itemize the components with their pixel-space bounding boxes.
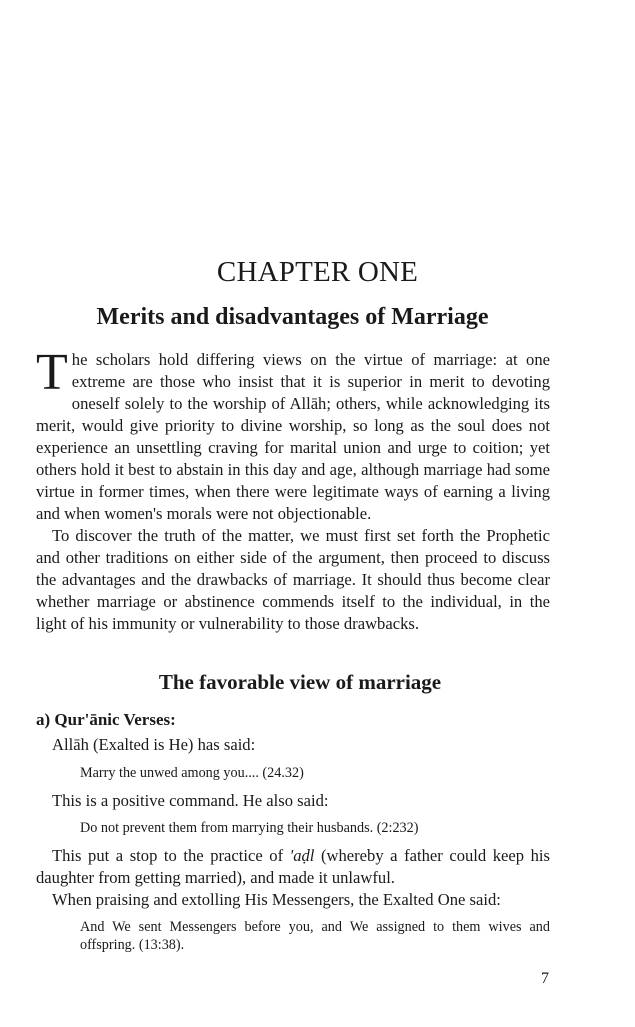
body-line-1: Allāh (Exalted is He) has said: (52, 735, 256, 754)
body-line-3-post: (whereby a father could keep his daughter from getting married), and made it unlawful. (36, 846, 550, 887)
quotation-2: Do not prevent them from marrying their husbands. (2:232) (80, 820, 419, 836)
body-line-2: This is a positive command. He also said: (52, 791, 329, 810)
drop-cap: T (36, 344, 68, 401)
page-number: 7 (541, 970, 549, 987)
section-title: The favorable view of marriage (158, 670, 442, 694)
arabic-term: 'aḍl (289, 846, 315, 865)
chapter-subtitle: Merits and disadvantages of Marriage (96, 304, 489, 330)
body-line-3-pre: This put a stop to the practice of (52, 846, 290, 865)
quotation-1: Marry the unwed among you.... (24.32) (80, 765, 304, 781)
intro-paragraph-1 (36, 344, 550, 525)
body-paragraph-3 (36, 845, 550, 889)
chapter-title: CHAPTER ONE (216, 256, 419, 288)
body-line-4: When praising and extolling His Messengers, the Exalted One said: (52, 890, 501, 909)
intro-paragraph-2: To discover the truth of the matter, we must first set forth the Prophetic and other traditions on either side of the argument, then proceed to discuss the advantages and the drawbacks of marriage. It should thus become clear whether marriage or abstinence commends itself to the individual, in the light of his immunity or vulnerability to those drawbacks. (36, 526, 550, 633)
quotation-3: And We sent Messengers before you, and We assigned to them wives and offspring. (13:38). (80, 919, 550, 953)
subsection-heading: a) Qur'ānic Verses: (36, 710, 176, 729)
intro-paragraph-1-text: he scholars hold differing views on the virtue of marriage: at one extreme are those who insist that it is superior in merit to devoting oneself solely to the worship of Allāh; others, while acknowledging its merit, would give priority to divine worship, so long as the soul does not experience an unsettling craving for marital union and urge to coition; yet others hold it best to abstain in this day and age, although marriage had some virtue in former times, when there were legitimate ways of earning a living and when women's morals were not objectionable. (36, 350, 550, 523)
intro-text (36, 344, 550, 635)
